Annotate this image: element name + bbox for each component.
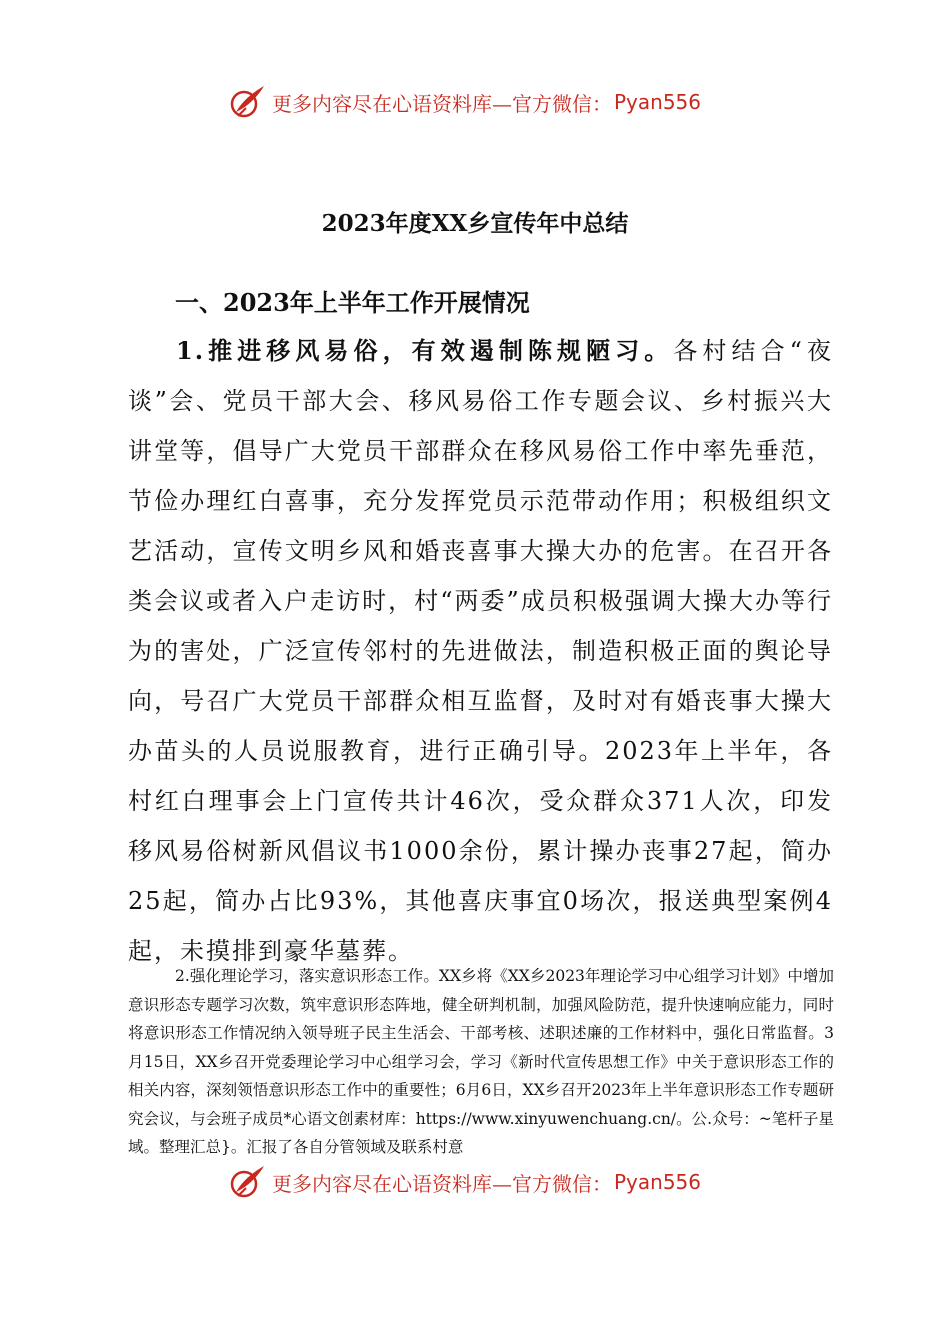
watermark-top <box>228 82 748 122</box>
quill-logo-icon <box>228 1162 268 1202</box>
document-title: 2023年度XX乡宣传年中总结 <box>321 210 629 237</box>
paragraph-body: 各村结合“夜谈”会、党员干部大会、移风易俗工作专题会议、乡村振兴大讲堂等，倡导广大党员干部群众在移风易俗工作中率先垂范，节俭办理红白喜事，充分发挥党员示范带动作用；积极组织文艺活动，宣传文明乡风和婚丧喜事大操大办的危害。在召开各类会议或者入户走访时，村“两委”成员积极强调大操大办等行为的害处，广泛宣传邻村的先进做法，制造积极正面的舆论导向，号召广大党员干部群众相互监督，及时对有婚丧事大操大办苗头的人员说服教育，进行正确引导。2023年上半年，各村红白理事会上门宣传共计46次，受众群众371人次，印发移风易俗树新风倡议书1000余份，累计操办丧事27起，简办25起，简办占比93%，其他喜庆事宜0场次，报送典型案例4起，未摸排到豪华墓葬。 <box>128 337 833 965</box>
watermark-bottom <box>228 1162 748 1202</box>
watermark-wechat-id: Pyan556 <box>614 1170 702 1194</box>
paragraph-item-2: 2.强化理论学习，落实意识形态工作。XX乡将《XX乡2023年理论学习中心组学习计划》中增加意识形态专题学习次数，筑牢意识形态阵地，健全研判机制，加强风险防范，提升快速响应能力，同时将意识形态工作情况纳入领导班子民主生活会、干部考核、述职述廉的工作材料中，强化日常监督。3月15日，XX乡召开党委理论学习中心组学习会，学习《新时代宣传思想工作》中关于意识形态工作的相关内容，深刻领悟意识形态工作中的重要性；6月6日，XX乡召开2023年上半年意识形态工作专题研究会议，与会班子成员*心语文创素材库：https://www.xinyuwenchuang.cn/。公.众号：~笔杆子星域。整理汇总}。汇报了各自分管领域及联系村意 <box>128 967 834 1156</box>
quill-logo-icon <box>228 82 268 122</box>
watermark-wechat-id: Pyan556 <box>614 90 702 114</box>
watermark-text: 更多内容尽在心语资料库—官方微信： <box>272 1171 612 1196</box>
section-heading: 一、2023年上半年工作开展情况 <box>175 288 530 317</box>
paragraph-lead: 1.推进移风易俗，有效遏制陈规陋习。 <box>176 336 674 365</box>
watermark-text: 更多内容尽在心语资料库—官方微信： <box>272 91 612 116</box>
paragraph-item-1 <box>128 326 833 976</box>
